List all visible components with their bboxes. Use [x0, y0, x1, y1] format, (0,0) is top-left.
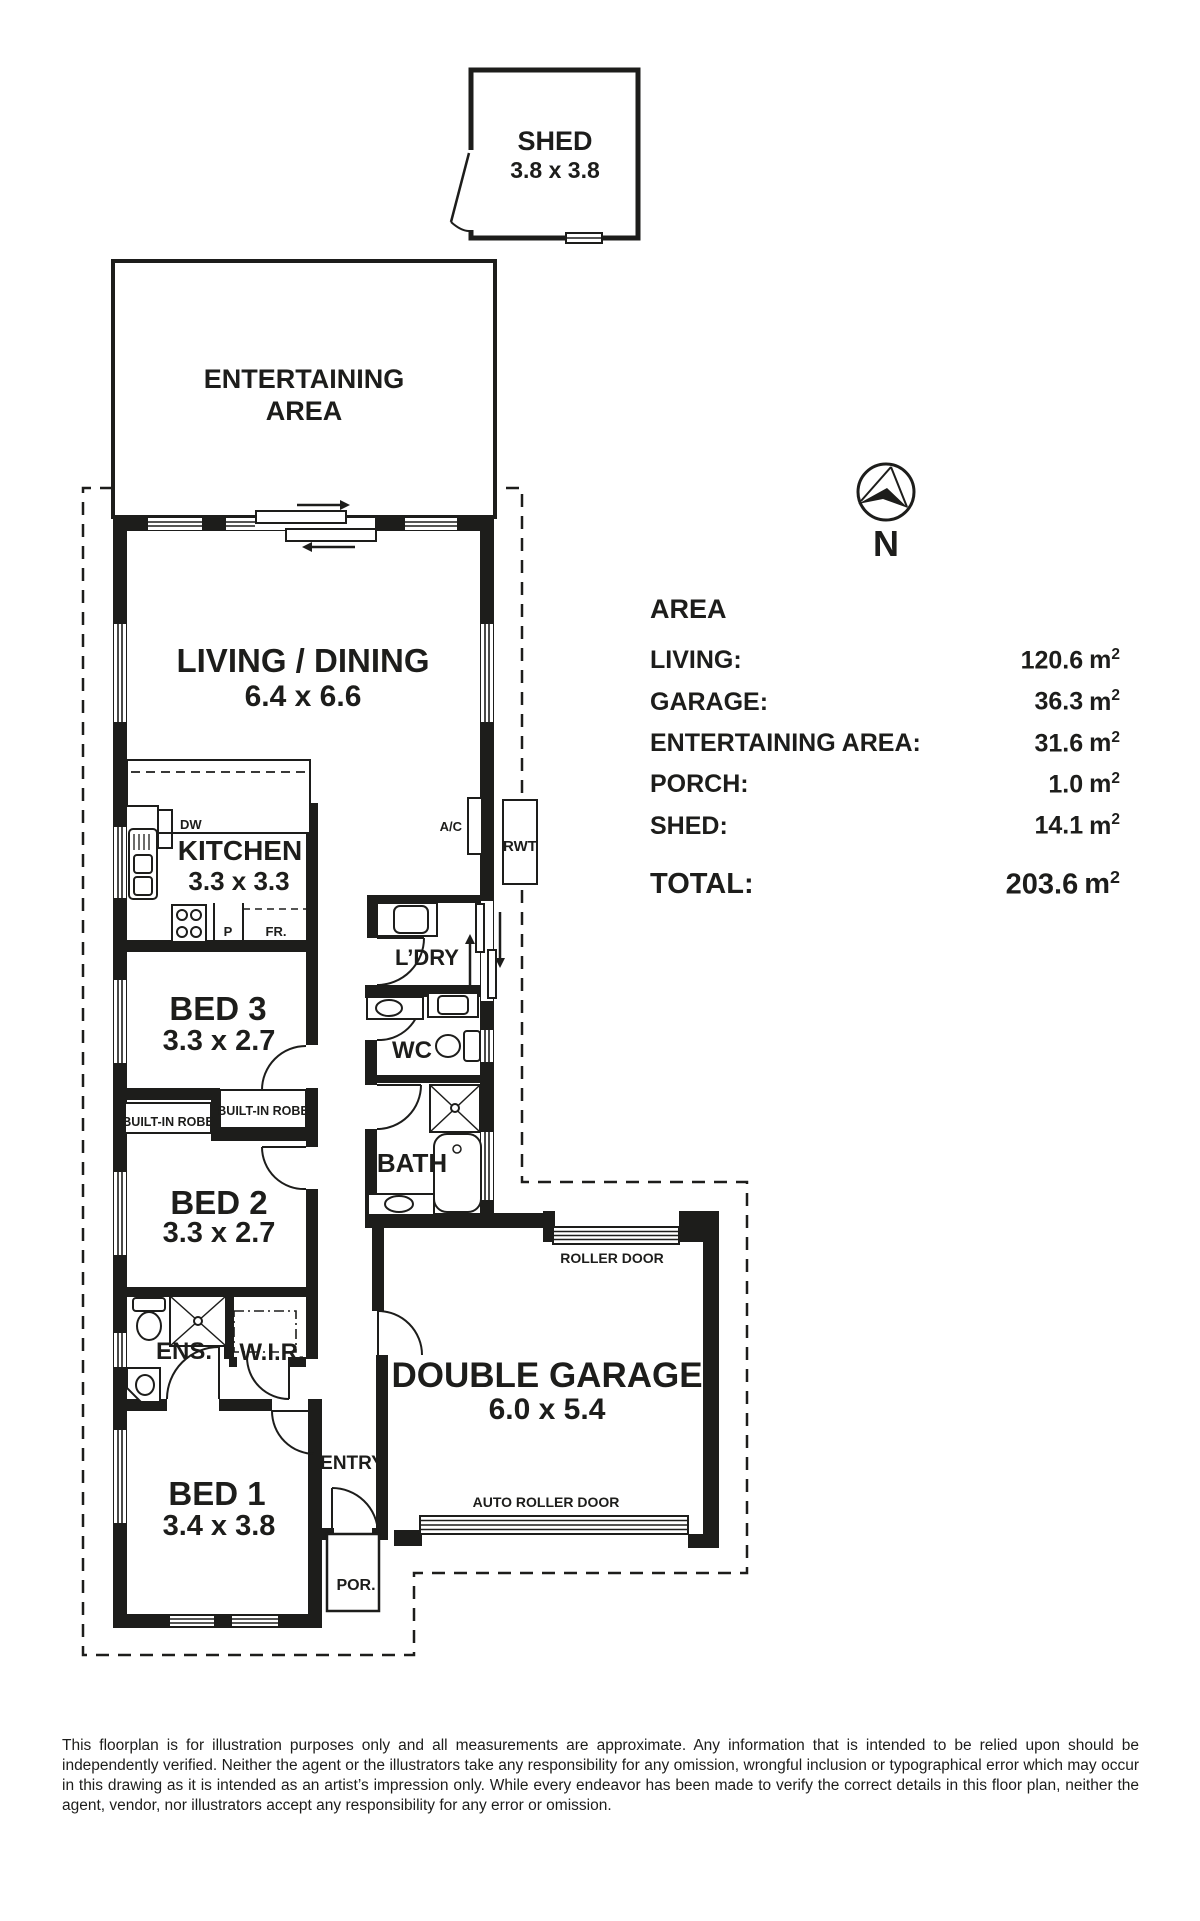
shed-dims: 3.8 x 3.8 [510, 157, 600, 183]
robe-left-label: BUILT-IN ROBE [122, 1115, 214, 1129]
window-icon [114, 1172, 126, 1255]
roller-door-label: ROLLER DOOR [560, 1250, 664, 1266]
label-pantry: P [223, 924, 233, 939]
rwt-label: RWT [503, 838, 537, 855]
window-icon [148, 518, 202, 530]
ens-basin [127, 1368, 160, 1402]
sliding-door-laundry [465, 901, 505, 1001]
window-icon [481, 1030, 493, 1062]
window-icon [481, 1132, 493, 1200]
window-icon [114, 1430, 126, 1523]
door-bed2 [262, 1147, 306, 1189]
door-front [332, 1488, 378, 1532]
window-icon [232, 1616, 278, 1626]
disclaimer-text: This floorplan is for illustration purposes only and all measurements are approximate. Any information that is intended to be relied upon should be independently verified. Neither the agent or the illustrators take any responsibility for any omission, wrongful inclusion or typographical error which may occur in this drawing as it is intended as an artist’s impression only. While every endeavor has been made to verify the correct details in this floor plan, neither the agent, vendor, nor illustrators accept any responsibility for any error or omission. [62, 1737, 1139, 1814]
area-row-value: 31.6 $m^2$ [1034, 728, 1120, 757]
window-icon [481, 624, 493, 722]
area-row-label: TOTAL: [650, 868, 754, 901]
area-row-value: 1.0 $m^2$ [1048, 769, 1120, 799]
laundry-trough [394, 906, 428, 933]
entertaining-label-line2: AREA [265, 396, 343, 426]
label-bath: BATH [376, 1148, 448, 1178]
shed [451, 70, 638, 243]
area-row-label: GARAGE: [650, 687, 769, 716]
area-row-label: PORCH: [650, 770, 749, 799]
label-entry: ENTRY [320, 1453, 384, 1474]
area-row-shed [650, 802, 1120, 843]
robe-right-label: BUILT-IN ROBE [217, 1104, 309, 1118]
label-garage: DOUBLE GARAGE [391, 1356, 703, 1395]
area-row-label: ENTERTAINING AREA: [650, 728, 921, 757]
slide-arrow-left-icon [302, 542, 355, 552]
porch-label: POR. [336, 1577, 376, 1594]
window-icon [114, 624, 126, 722]
walls [113, 517, 719, 1628]
dims-garage: 6.0 x 5.4 [488, 1393, 606, 1426]
dims-bed1: 3.4 x 3.8 [162, 1510, 276, 1542]
bath-shower [430, 1085, 480, 1132]
porch [327, 1534, 379, 1611]
window-icon [170, 1616, 214, 1626]
dims-bed3: 3.3 x 2.7 [162, 1025, 276, 1057]
roller-door-top [553, 1227, 679, 1244]
label-bed1: BED 1 [168, 1475, 266, 1512]
window-icon [114, 1333, 126, 1367]
label-ens: ENS. [155, 1338, 213, 1365]
entertaining-label-line1: ENTERTAINING [203, 364, 405, 394]
area-row-label: LIVING: [650, 646, 742, 675]
rainwater-tank [503, 800, 537, 884]
laundry-fixtures [377, 903, 437, 936]
kitchen-bench [127, 760, 310, 833]
label-dw: DW [180, 817, 202, 832]
label-living: LIVING / DINING [176, 642, 430, 679]
compass-n-label: N [873, 523, 899, 564]
bath-basin [385, 1196, 413, 1212]
shed-vent [566, 233, 602, 243]
ac-unit [440, 798, 482, 854]
slide-arrow-down-icon [495, 912, 505, 968]
slide-arrow-up-icon [465, 934, 475, 990]
door-garage [378, 1311, 422, 1355]
area-table-heading: AREA [650, 594, 727, 624]
roller-door-bottom [420, 1516, 688, 1534]
kitchen-sink [129, 829, 157, 899]
wc-toilet [436, 1031, 480, 1061]
area-row-garage [650, 678, 1120, 719]
cooktop [172, 905, 206, 942]
area-row-label: SHED: [650, 811, 728, 840]
area-row-value: 203.6 $m^2$ [1005, 866, 1120, 901]
area-row-total [650, 858, 1120, 904]
ac-label: A/C [439, 819, 462, 834]
wc-basin [376, 1000, 402, 1016]
label-wc: WC [392, 1037, 432, 1064]
area-table [650, 594, 1120, 903]
shed-label: SHED [517, 126, 593, 156]
label-kitchen: KITCHEN [177, 835, 303, 866]
window-icon [405, 518, 457, 530]
area-row-entertaining [650, 720, 1120, 761]
dims-living: 6.4 x 6.6 [244, 680, 362, 713]
entertaining-area [113, 261, 495, 517]
label-laundry: L’DRY [395, 945, 459, 970]
area-row-living [650, 637, 1120, 678]
window-icon [114, 980, 126, 1063]
ens-toilet [133, 1298, 165, 1340]
area-row-porch [650, 761, 1120, 802]
door-bath [377, 1085, 421, 1129]
compass [858, 464, 914, 564]
area-row-value: 36.3 $m^2$ [1034, 687, 1120, 716]
dims-bed2: 3.3 x 2.7 [162, 1217, 276, 1249]
area-row-value: 14.1 $m^2$ [1034, 811, 1120, 840]
area-row-value: 120.6 $m^2$ [1020, 646, 1120, 675]
window-icon [114, 827, 126, 898]
label-fridge: FR. [265, 924, 287, 939]
label-bed2: BED 2 [170, 1184, 268, 1221]
label-bed3: BED 3 [169, 990, 267, 1027]
auto-roller-door-label: AUTO ROLLER DOOR [472, 1494, 620, 1510]
label-wir: W.I.R. [239, 1339, 305, 1366]
dims-kitchen: 3.3 x 3.3 [188, 866, 290, 896]
